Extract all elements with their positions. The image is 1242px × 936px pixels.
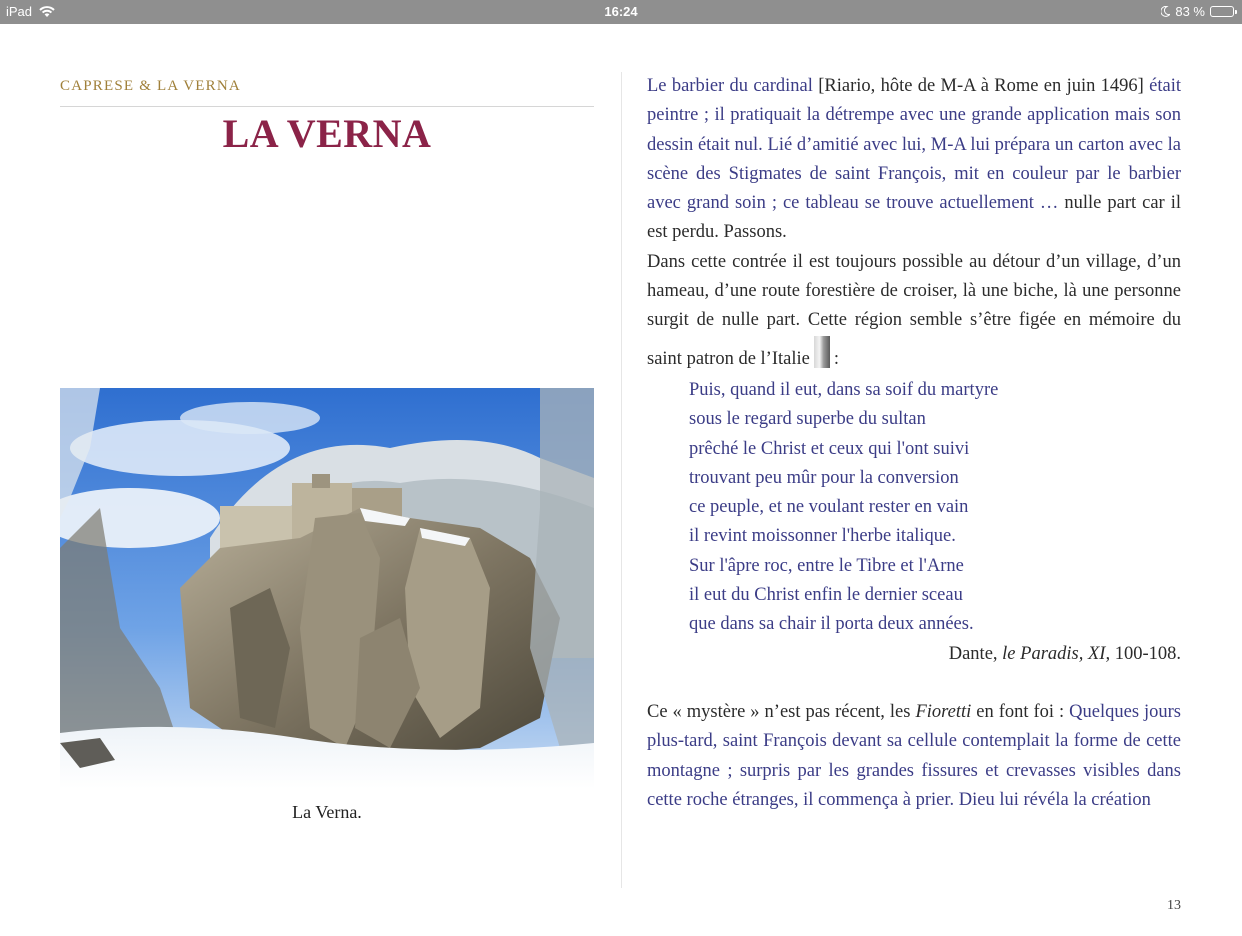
- moon-icon: [1161, 6, 1170, 17]
- paragraph-barbier-s3: était peintre ; il pratiquait la détrempe avec une grande application mais son dessin était nul. Lié d’amitié avec lui, M-A lui prépara un carton avec la scène des Stigmates de saint François, mit en couleur par le barbier avec grand soin ; ce tableau se trouve actuellement …: [647, 76, 1181, 214]
- poem-line: il eut du Christ enfin le dernier sceau: [689, 585, 963, 606]
- page-title: LA VERNA: [222, 111, 432, 156]
- header-divider: [60, 106, 594, 107]
- attribution-work: le Paradis, XI,: [1002, 643, 1111, 664]
- battery-icon: [1210, 6, 1234, 17]
- paragraph-barbier-s1: Le barbier du cardinal: [647, 76, 813, 96]
- poem-line: trouvant peu mûr pour la conversion: [689, 467, 959, 488]
- clock: 16:24: [604, 4, 638, 19]
- page-number: 13: [1167, 898, 1181, 913]
- right-page: [647, 72, 1181, 815]
- attribution-author: Dante,: [948, 643, 1003, 664]
- device-name: iPad: [6, 4, 33, 19]
- paragraph-barbier-s4: nulle part car il est perdu. Passons.: [647, 193, 1181, 243]
- photo-caption: La Verna.: [292, 802, 362, 822]
- poem-line: Sur l'âpre roc, entre le Tibre et l'Arne: [689, 555, 964, 576]
- paragraph-fioretti: [647, 698, 1181, 815]
- paragraph-contree-end: :: [833, 348, 839, 369]
- poem-line: sous le regard superbe du sultan: [689, 409, 926, 430]
- page-divider: [621, 72, 622, 888]
- attribution-lines: 100-108.: [1110, 643, 1181, 664]
- poem-line: prêché le Christ et ceux qui l'ont suivi: [689, 438, 970, 459]
- saint-thumbnail-image[interactable]: [814, 336, 830, 368]
- chapter-header: CAPRESE & LA VERNA: [60, 78, 241, 94]
- poem-line: il revint moissonner l'herbe italique.: [689, 526, 956, 547]
- status-bar: [0, 0, 1242, 24]
- paragraph-fioretti-s1: Ce « mystère » n’est pas récent, les: [647, 701, 916, 722]
- battery-percent: 83 %: [1175, 4, 1205, 19]
- poem-line: ce peuple, et ne voulant rester en vain: [689, 497, 969, 518]
- paragraph-spacer: [647, 669, 1181, 698]
- dante-quote: [647, 376, 1181, 640]
- la-verna-photo[interactable]: [60, 388, 594, 789]
- paragraph-contree: [647, 248, 1181, 374]
- paragraph-barbier-s2: [Riario, hôte de M-A à Rome en juin 1496]: [812, 76, 1150, 96]
- left-page: [60, 60, 594, 822]
- paragraph-barbier: [647, 72, 1181, 248]
- paragraph-fioretti-s2: Fioretti: [915, 701, 972, 722]
- paragraph-fioretti-s3: en font foi :: [971, 701, 1070, 722]
- poem-line: Puis, quand il eut, dans sa soif du martyre: [689, 379, 999, 400]
- quote-attribution: [647, 640, 1181, 669]
- paragraph-fioretti-s4: Quelques jours plus-tard, saint François devant sa cellule contemplait la forme de cette montagne ; surpris par les grandes fissures et crevasses visibles dans cette roche étranges, il commença à prier. Dieu lui révéla la création: [647, 701, 1181, 810]
- poem-line: que dans sa chair il porta deux années.: [689, 614, 974, 635]
- paragraph-contree-text: Dans cette contrée il est toujours possible au détour d’un village, d’un hameau, d’une route forestière de croiser, là une biche, là une personne surgit de nulle part. Cette région semble s’être figée en mémoire du saint patron de l’Italie: [647, 251, 1181, 369]
